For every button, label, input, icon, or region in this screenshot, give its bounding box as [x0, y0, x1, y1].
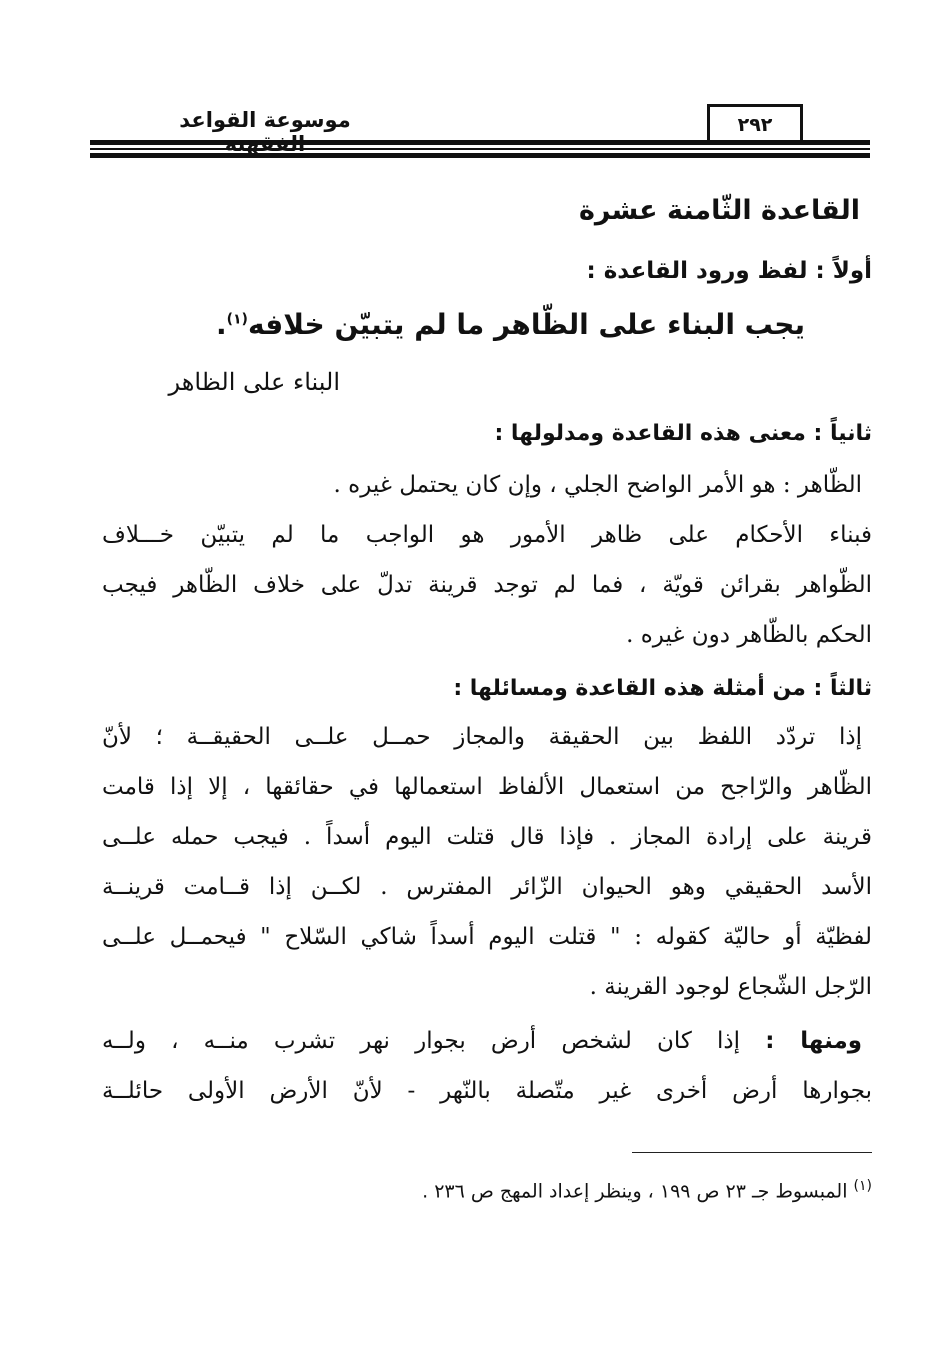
- section2-heading: ثانياً : معنى هذه القاعدة ومدلولها :: [494, 421, 872, 446]
- page-number: ٢٩٢: [707, 104, 803, 143]
- body-line: الرّجل الشّجاع لوجود القرينة .: [589, 974, 872, 1000]
- example-line: [102, 1028, 862, 1056]
- header-rule: [90, 140, 870, 145]
- rule-text: يجب البناء على الظّاهر ما لم يتبيّن خلافه: [247, 308, 805, 341]
- body-line: الحكم بالظّاهر دون غيره .: [626, 622, 872, 648]
- rule-subtitle: البناء على الظاهر: [168, 368, 340, 396]
- example-lead: ومنها :: [765, 1028, 862, 1054]
- footnote-separator: [632, 1152, 872, 1153]
- header-rule-bottom: [90, 153, 870, 158]
- header-rule-thin: [90, 148, 870, 150]
- footnote-marker: (١): [853, 1178, 872, 1194]
- rule-title: القاعدة الثّامنة عشرة: [578, 195, 860, 226]
- section1-heading: أولاً : لفظ ورود القاعدة :: [586, 258, 872, 284]
- body-line: إذا تردّد اللفظ بين الحقيقة والمجاز حمــل علــى الحقيقــة ؛ لأنّ: [102, 724, 862, 750]
- footnote-ref[interactable]: (١): [226, 311, 248, 328]
- section3-heading: ثالثاً : من أمثلة هذه القاعدة ومسائلها :: [453, 676, 872, 701]
- body-line: قرينة على إرادة المجاز . فإذا قال قتلت اليوم أسداً . فيجب حمله علــى: [102, 824, 872, 850]
- footnote: [422, 1178, 872, 1202]
- body-line: الظّاهر : هو الأمر الواضح الجلي ، وإن كان يحتمل غيره .: [333, 472, 862, 498]
- rule-end: .: [215, 308, 227, 341]
- body-line: بجوارها أرض أخرى غير متّصلة بالنّهر - لأنّ الأرض الأولى حائلــة: [102, 1078, 872, 1104]
- body-line: الظّاهر والرّاجح من استعمال الألفاظ استعمالها في حقائقها ، إلا إذا قامت: [102, 774, 872, 800]
- rule-statement: [216, 308, 805, 342]
- body-line: الأسد الحقيقي وهو الحيوان الزّائر المفترس . لكــن إذا قــامت قرينــة: [102, 874, 872, 900]
- body-line: فبناء الأحكام على ظاهر الأمور هو الواجب ما لم يتبيّن خـــلاف: [102, 522, 872, 548]
- running-title: موسوعة القواعد: [179, 108, 351, 132]
- body-line: الظّواهر بقرائن قويّة ، فما لم توجد قرينة تدلّ على خلاف الظّاهر فيجب: [102, 572, 872, 598]
- body-line: لفظيّة أو حاليّة كقوله : " قتلت اليوم أسداً شاكي السّلاح " فيحمــل علــى: [102, 924, 872, 950]
- footnote-text: المبسوط جـ ٢٣ ص ١٩٩ ، وينظر إعداد المهج ص ٢٣٦ .: [422, 1180, 848, 1203]
- example-text: إذا كان لشخص أرض بجوار نهر تشرب منــه ، ولــه: [102, 1028, 766, 1054]
